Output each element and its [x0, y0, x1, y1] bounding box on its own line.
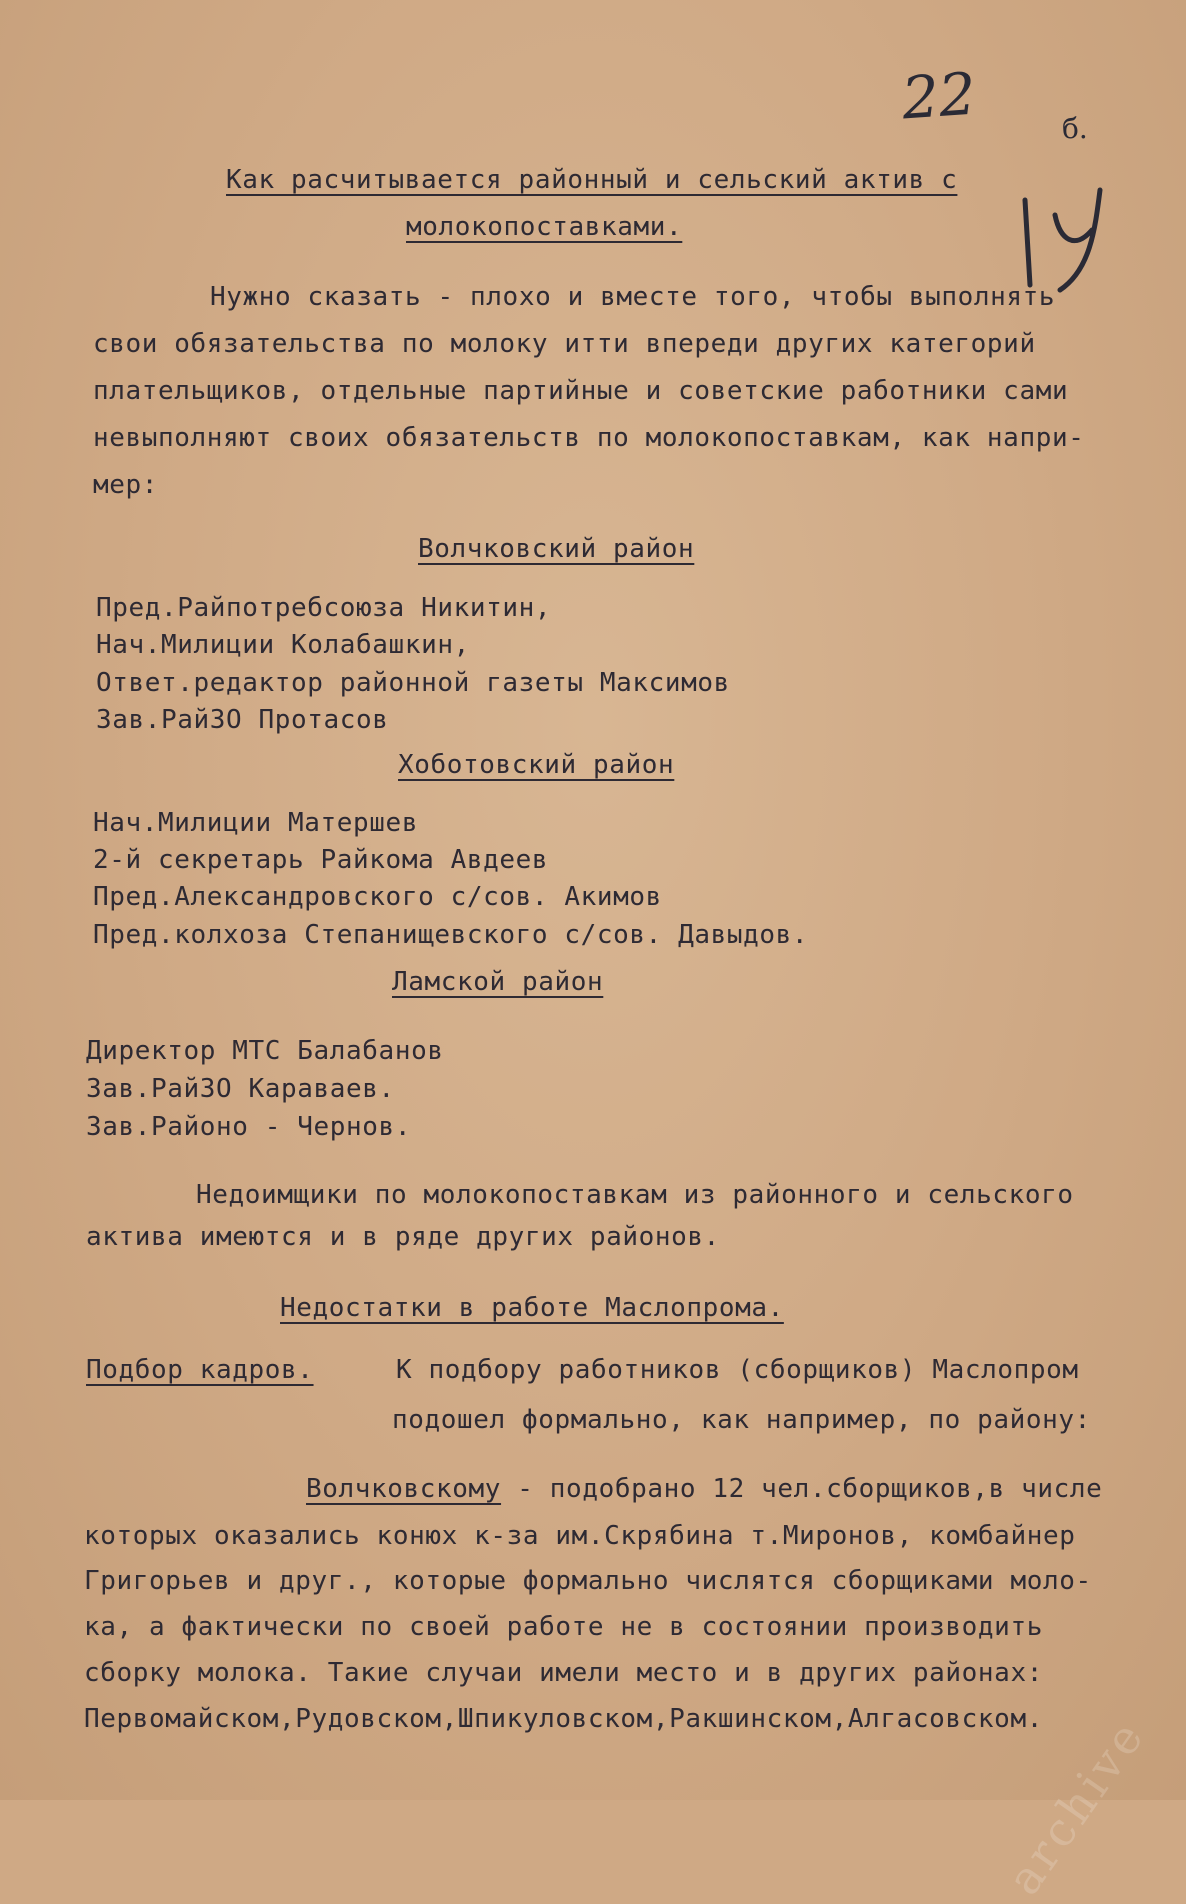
lamskoy-item: Зав.Районо - Чернов. [86, 1112, 412, 1142]
watermark: archive [996, 1709, 1156, 1904]
khobotovsky-header: Хоботовский район [398, 750, 675, 780]
khobotovsky-item: Нач.Милиции Матершев [93, 808, 419, 838]
kadry-line-1: К подбору работников (сборщиков) Маслопром [396, 1355, 1079, 1385]
body-line: Григорьев и друг., которые формально числятся сборщиками моло- [84, 1566, 1092, 1596]
lamskoy-item: Зав.РайЗО Караваев. [86, 1074, 395, 1104]
volchkovsky-item: Пред.Райпотребсоюза Никитин, [96, 593, 552, 623]
debtors-line-2: актива имеются и в ряде других районов. [86, 1222, 720, 1252]
lamskoy-header: Ламской район [392, 967, 604, 997]
sheet-number: б. [1062, 112, 1088, 145]
archive-number-handwritten: 22 [899, 59, 979, 133]
volchkovsky-paragraph-line-1 [306, 1474, 1102, 1504]
body-line: ка, а фактически по своей работе не в состоянии производить [84, 1612, 1043, 1642]
debtors-line-1: Недоимщики по молокопоставкам из районного и сельского [196, 1180, 1074, 1210]
body-line: сборку молока. Такие случаи имели место и в других районах: [84, 1658, 1043, 1688]
signature-mark [1000, 160, 1120, 300]
khobotovsky-item: Пред.колхоза Степанищевского с/сов. Давыдов. [93, 920, 809, 950]
lamskoy-item: Директор МТС Балабанов [86, 1036, 444, 1066]
intro-line-1: Нужно сказать - плохо и вместе того, чтобы выполнять [210, 282, 1056, 312]
body-line: Первомайском,Рудовском,Шпикуловском,Ракшинском,Алгасовском. [84, 1704, 1043, 1734]
volchkovsky-item: Нач.Милиции Колабашкин, [96, 630, 470, 660]
intro-line-5: мер: [93, 470, 159, 500]
kadry-label: Подбор кадров. [86, 1355, 314, 1385]
intro-line-3: плательщиков, отдельные партийные и советские работники сами [93, 376, 1069, 406]
maslo-header: Недостатки в работе Маслопрома. [280, 1293, 784, 1323]
body-line: которых оказались конюх к-за им.Скрябина т.Миронов, комбайнер [84, 1521, 1076, 1551]
main-title-line-1: Как расчитывается районный и сельский актив с [226, 165, 958, 195]
intro-line-4: невыполняют своих обязательств по молокопоставкам, как напри- [93, 423, 1085, 453]
volchkovsky-header: Волчковский район [418, 534, 695, 564]
volchkovsky-rest: - подобрано 12 чел.сборщиков,в числе [501, 1474, 1103, 1504]
volchkovsky-item: Зав.РайЗО Протасов [96, 705, 389, 735]
volchkovsky-item: Ответ.редактор районной газеты Максимов [96, 668, 730, 698]
main-title-line-2: молокопоставками. [406, 212, 683, 242]
volchkovsky-word: Волчковскому [306, 1474, 502, 1504]
khobotovsky-item: 2-й секретарь Райкома Авдеев [93, 845, 549, 875]
khobotovsky-item: Пред.Александровского с/сов. Акимов [93, 882, 662, 912]
kadry-line-2: подошел формально, как например, по району: [392, 1405, 1091, 1435]
intro-line-2: свои обязательства по молоку итти впереди других категорий [93, 329, 1036, 359]
